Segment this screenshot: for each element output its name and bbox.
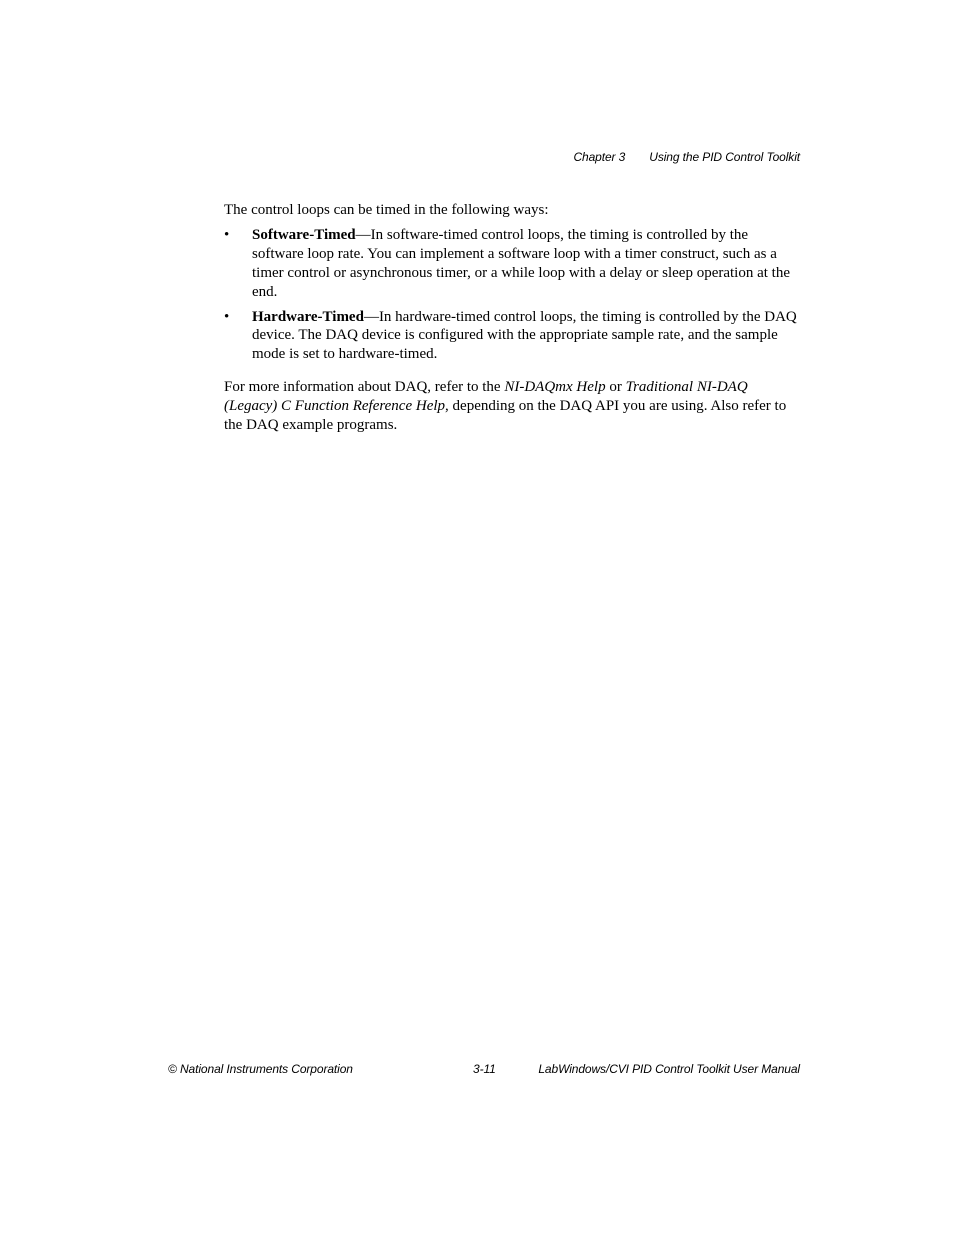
bullet-description: —In software-timed control loops, the timing is controlled by the software loop rate. You can implement a software loop with a timer construct, such as a timer control or asynchronous timer, or a while loop with a delay or sleep operation at the end. <box>252 226 790 300</box>
more-info-text: , depending on the DAQ API you are using. Also refer to the DAQ example programs. <box>224 398 787 434</box>
timing-methods-list <box>224 226 802 364</box>
list-item <box>224 308 802 365</box>
bullet-icon: • <box>224 226 230 243</box>
more-info-paragraph <box>224 378 802 435</box>
more-info-text: For more information about DAQ, refer to the <box>224 379 505 396</box>
body-text <box>224 201 802 435</box>
copyright-notice: © National Instruments Corporation <box>168 1062 353 1076</box>
term-hardware-timed: Hardware-Timed <box>252 308 364 325</box>
page-number: 3-11 <box>473 1062 496 1076</box>
manual-title: LabWindows/CVI PID Control Toolkit User Manual <box>538 1062 800 1076</box>
list-item <box>224 226 802 302</box>
more-info-text: or <box>605 379 626 396</box>
page-footer <box>168 1062 800 1078</box>
reference-daqmx-help: NI-DAQmx Help <box>504 379 606 396</box>
running-header <box>573 150 800 164</box>
section-title: Using the PID Control Toolkit <box>649 150 800 164</box>
intro-paragraph: The control loops can be timed in the following ways: <box>224 202 549 218</box>
bullet-icon: • <box>224 308 230 325</box>
chapter-label: Chapter 3 <box>573 150 626 164</box>
bullet-description: —In hardware-timed control loops, the timing is controlled by the DAQ device. The DAQ device is configured with the appropriate sample rate, and the sample mode is set to hardware-timed. <box>252 308 797 363</box>
term-software-timed: Software-Timed <box>252 226 356 243</box>
reference-traditional-daq-help: Traditional NI-DAQ (Legacy) C Function Reference Help <box>224 379 748 415</box>
